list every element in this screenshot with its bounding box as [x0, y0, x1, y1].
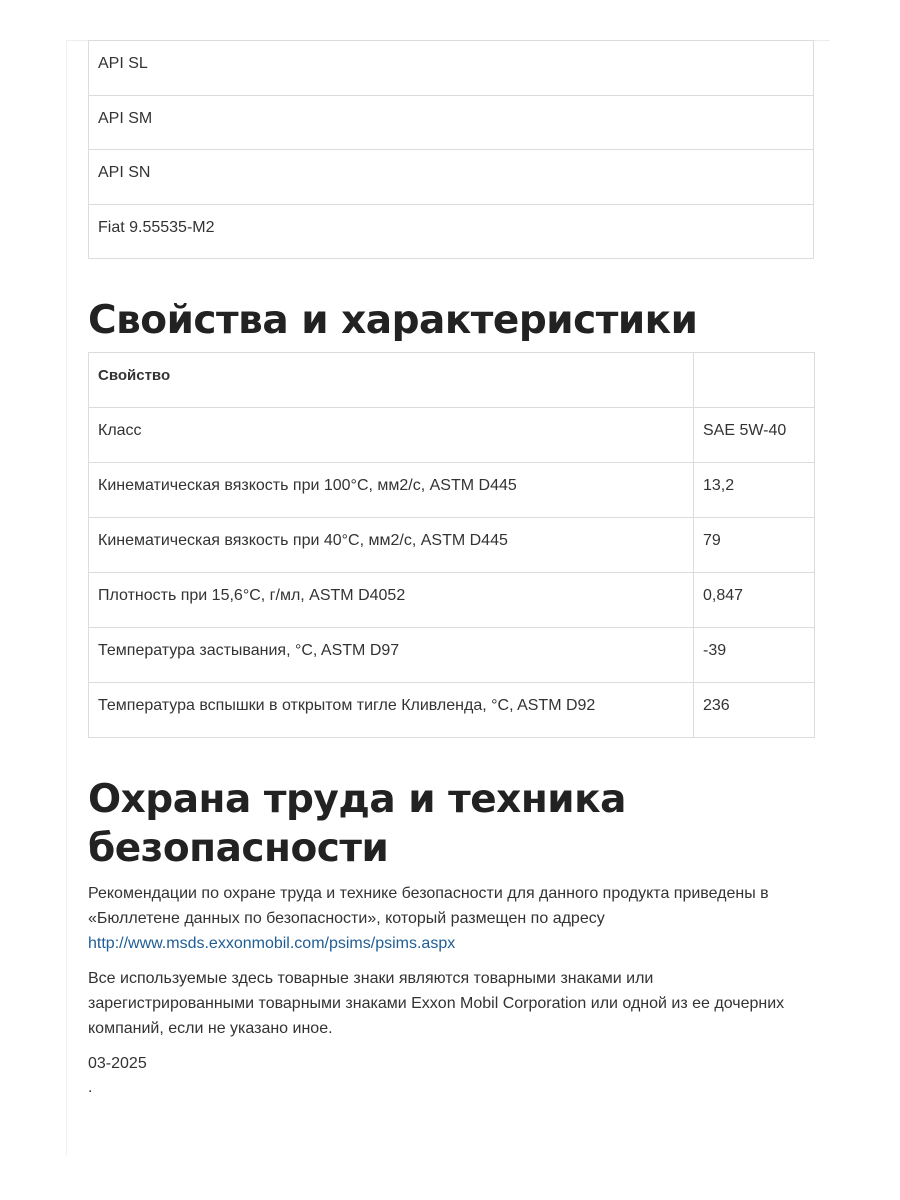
table-header-row — [89, 353, 815, 408]
property-name: Кинематическая вязкость при 40°C, мм2/с, ASTM D445 — [89, 518, 694, 573]
table-row — [89, 41, 814, 96]
table-row — [89, 408, 815, 463]
property-name: Плотность при 15,6°C, г/мл, ASTM D4052 — [89, 573, 694, 628]
spec-cell: API SN — [89, 150, 814, 205]
table-row — [89, 204, 814, 259]
table-row — [89, 150, 814, 205]
spec-cell: API SM — [89, 95, 814, 150]
table-row — [89, 573, 815, 628]
revision-date: 03-2025 — [88, 1055, 147, 1073]
trailing-dot: . — [88, 1079, 93, 1097]
safety-heading: Охрана труда и техника безопасности — [88, 777, 626, 872]
table-row — [89, 463, 815, 518]
safety-text: Рекомендации по охране труда и технике безопасности для данного продукта приведены в «Бюллетене данных по безопасности», который размещен по адресу — [88, 885, 769, 928]
table-row — [89, 518, 815, 573]
properties-table — [88, 352, 815, 738]
property-value: SAE 5W-40 — [694, 408, 815, 463]
property-name: Класс — [89, 408, 694, 463]
document-content — [88, 40, 814, 1098]
value-header — [694, 353, 815, 408]
property-name: Кинематическая вязкость при 100°C, мм2/с, ASTM D445 — [89, 463, 694, 518]
property-value: -39 — [694, 628, 815, 683]
msds-link[interactable]: http://www.msds.exxonmobil.com/psims/psims.aspx — [88, 935, 456, 953]
safety-paragraph — [88, 881, 814, 956]
property-value: 0,847 — [694, 573, 815, 628]
specifications-table — [88, 40, 814, 259]
trademark-paragraph: Все используемые здесь товарные знаки являются товарными знаками или зарегистрированными товарными знаками Exxon Mobil Corporation или одной из ее дочерних компаний, если не указано иное. — [88, 970, 785, 1038]
property-name: Температура застывания, °C, ASTM D97 — [89, 628, 694, 683]
property-value: 236 — [694, 683, 815, 738]
property-header: Свойство — [89, 353, 694, 408]
property-value: 79 — [694, 518, 815, 573]
property-value: 13,2 — [694, 463, 815, 518]
property-name: Температура вспышки в открытом тигле Кливленда, °C, ASTM D92 — [89, 683, 694, 738]
table-row — [89, 683, 815, 738]
properties-heading: Свойства и характеристики — [88, 298, 698, 344]
table-row — [89, 95, 814, 150]
spec-cell: Fiat 9.55535-M2 — [89, 204, 814, 259]
page-left-border — [66, 40, 67, 1155]
spec-cell: API SL — [89, 41, 814, 96]
table-row — [89, 628, 815, 683]
